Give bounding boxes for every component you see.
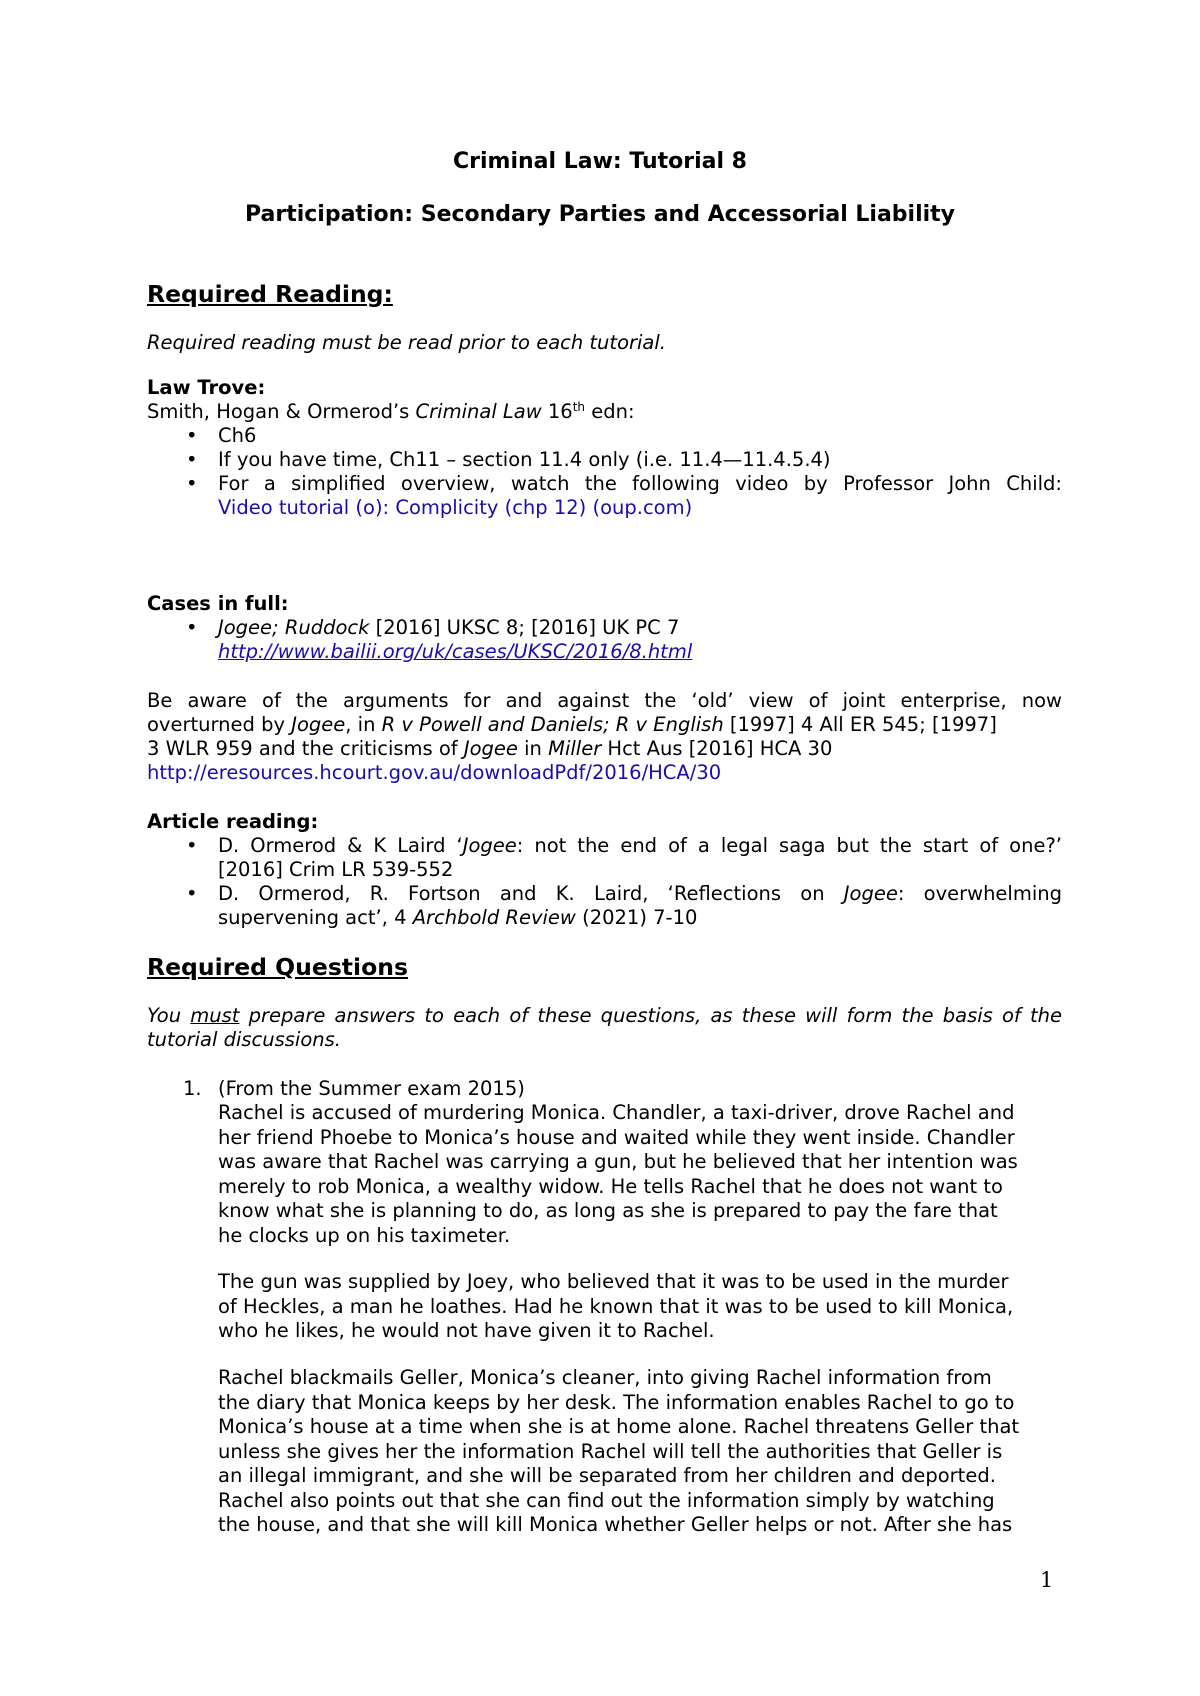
textbook-edition-suffix: edn: (585, 400, 635, 423)
questions-note-line2: tutorial discussions. (147, 1028, 342, 1051)
emphasis-must: must (190, 1004, 240, 1027)
article-1-line1 (218, 834, 1062, 859)
question-text-line: an illegal immigrant, and she will be separated from her children and deported. (218, 1464, 996, 1487)
question-number: 1. (183, 1077, 202, 1100)
required-reading-note: Required reading must be read prior to each tutorial. (147, 331, 666, 354)
journal-name: Archbold Review (412, 906, 576, 929)
reading-item-ch6: Ch6 (218, 424, 257, 447)
bullet-icon: • (186, 424, 198, 447)
document-subtitle: Participation: Secondary Parties and Accessorial Liability (244, 202, 956, 227)
question-text-line: unless she gives her the information Rachel will tell the authorities that Geller is (218, 1439, 1003, 1463)
page-number: 1 (1040, 1568, 1054, 1592)
questions-note-line1 (147, 1004, 1062, 1029)
question-text-line: The gun was supplied by Joey, who believed that it was to be used in the murder (218, 1270, 1009, 1293)
text-run: D. Ormerod & K Laird ‘ (218, 834, 463, 857)
textbook-edition-sup: th (572, 400, 586, 414)
document-title: Criminal Law: Tutorial 8 (453, 149, 747, 174)
case-citation (218, 616, 679, 641)
case-name: Jogee (463, 737, 518, 760)
question-text-line: Rachel is accused of murdering Monica. Chandler, a taxi-driver, drove Rachel and (218, 1101, 1015, 1124)
question-text-line: was aware that Rachel was carrying a gun, but he believed that her intention was (218, 1150, 1018, 1173)
question-paragraph-1 (218, 1101, 1098, 1248)
required-questions-heading: Required Questions (147, 953, 408, 981)
text-run: in (517, 737, 549, 760)
text-run: 3 WLR 959 and the criticisms of (147, 737, 464, 760)
text-run: Hct Aus [2016] HCA 30 (601, 737, 833, 760)
bullet-icon: • (186, 834, 198, 857)
case-name: Jogee (462, 834, 517, 857)
textbook-reference (147, 400, 635, 425)
article-1-line2: [2016] Crim LR 539-552 (218, 858, 454, 881)
case-name: Jogee; Ruddock (218, 616, 370, 639)
text-run: [1997] 4 All ER 545; [1997] (723, 713, 997, 736)
question-text-line: of Heckles, a man he loathes. Had he known that it was to be used to kill Monica, (218, 1294, 1014, 1318)
text-run: D. Ormerod, R. Fortson and K. Laird, ‘Reflections on (218, 882, 844, 905)
case-name: Miller (548, 737, 602, 760)
question-text-line: the diary that Monica keeps by her desk. The information enables Rachel to go to (218, 1390, 1015, 1414)
article-2-line2 (218, 906, 697, 931)
text-run: prepare answers to each of these questions, as these will form the basis of the (239, 1004, 1062, 1027)
text-run: : overwhelming (897, 882, 1062, 905)
question-text-line: merely to rob Monica, a wealthy widow. He tells Rachel that he does not want to (218, 1174, 1003, 1198)
question-paragraph-2 (218, 1270, 1098, 1344)
article-reading-heading: Article reading: (147, 810, 319, 833)
question-text-line: Rachel blackmails Geller, Monica’s cleaner, into giving Rachel information from (218, 1366, 992, 1389)
question-text-line: her friend Phoebe to Monica’s house and waited while they went inside. Chandler (218, 1125, 1015, 1149)
question-source: (From the Summer exam 2015) (218, 1077, 525, 1100)
bullet-icon: • (186, 472, 198, 495)
joint-enterprise-para-line2 (147, 713, 1062, 738)
reading-item-video: For a simplified overview, watch the following video by Professor John Child: (218, 472, 1062, 495)
text-run: , in (345, 713, 382, 736)
question-paragraph-3 (218, 1366, 1098, 1538)
question-text-line: know what she is planning to do, as long as she is prepared to pay the fare that (218, 1199, 998, 1222)
bullet-icon: • (186, 448, 198, 471)
required-reading-heading: Required Reading: (147, 280, 393, 308)
question-text-line: Rachel also points out that she can find out the information simply by watching (218, 1488, 995, 1512)
bailii-case-link[interactable]: http://www.bailii.org/uk/cases/UKSC/2016/8.html (218, 640, 693, 663)
bullet-icon: • (186, 882, 198, 905)
bullet-icon: • (186, 616, 198, 639)
joint-enterprise-para-line1: Be aware of the arguments for and against the ‘old’ view of joint enterprise, now (147, 689, 1062, 712)
question-text-line: he clocks up on his taximeter. (218, 1223, 511, 1247)
text-run: You (147, 1004, 191, 1027)
hca-case-link[interactable]: http://eresources.hcourt.gov.au/downloadPdf/2016/HCA/30 (147, 761, 722, 784)
video-tutorial-link[interactable]: Video tutorial (o): Complicity (chp 12) (oup.com) (218, 496, 693, 519)
law-trove-label: Law Trove: (147, 376, 266, 399)
case-cite: [2016] UKSC 8; [2016] UK PC 7 (369, 616, 680, 639)
reading-item-ch11: If you have time, Ch11 – section 11.4 only (i.e. 11.4—11.4.5.4) (218, 448, 831, 471)
question-text-line: Monica’s house at a time when she is at home alone. Rachel threatens Geller that (218, 1415, 1020, 1438)
joint-enterprise-para-line3 (147, 737, 832, 762)
textbook-title: Criminal Law (415, 400, 542, 423)
case-name: R v Powell and Daniels; R v English (381, 713, 724, 736)
text-run: (2021) 7-10 (575, 906, 698, 929)
cases-heading: Cases in full: (147, 592, 289, 615)
text-run: : not the end of a legal saga but the start of one?’ (516, 834, 1062, 857)
case-name: Jogee (291, 713, 346, 736)
textbook-edition: 16 (541, 400, 573, 423)
question-text-line: the house, and that she will kill Monica whether Geller helps or not. After she has (218, 1513, 1013, 1536)
question-text-line: who he likes, he would not have given it to Rachel. (218, 1319, 715, 1342)
text-run: overturned by (147, 713, 292, 736)
textbook-authors: Smith, Hogan & Ormerod’s (147, 400, 416, 423)
text-run: supervening act’, 4 (218, 906, 413, 929)
article-2-line1 (218, 882, 1062, 907)
case-name: Jogee (843, 882, 898, 905)
